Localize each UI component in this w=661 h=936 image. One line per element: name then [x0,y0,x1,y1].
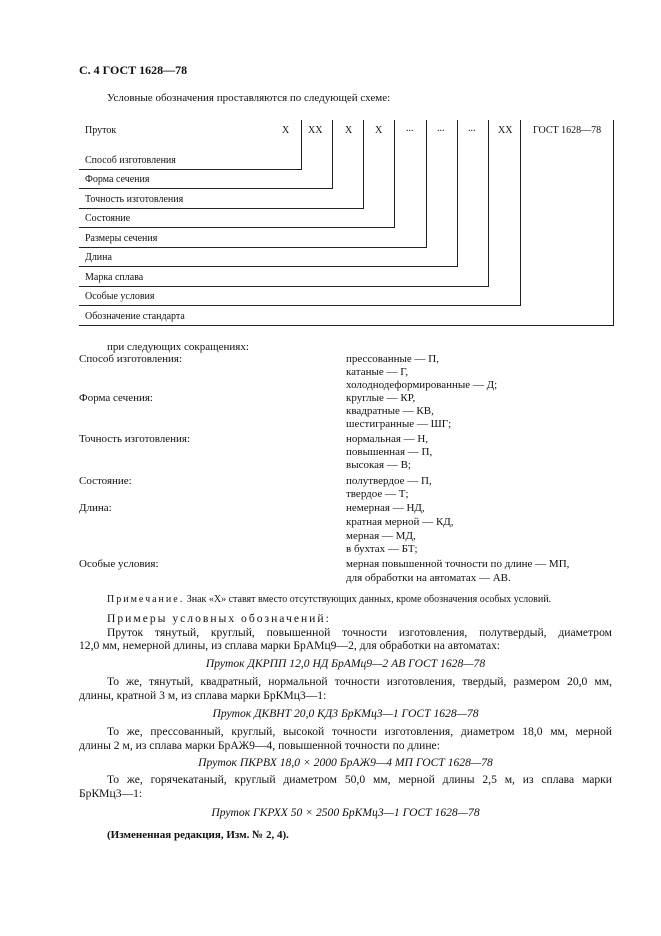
scheme-code-5: ... [406,123,414,134]
abbr-value: для обработки на автоматах — АВ. [346,572,511,584]
scheme-hline [79,305,521,306]
scheme-hline [79,188,333,189]
abbr-value: круглые — КР, [346,392,416,404]
example-text-line: БрКМц3—1: [79,787,143,800]
abbr-value: немерная — НД, [346,502,425,514]
scheme-code-1: Х [282,125,290,136]
scheme-code-8: ХХ [498,125,513,136]
scheme-vline [426,120,427,248]
scheme-hline [79,169,302,170]
example-code: Пруток ГКРХХ 50 × 2500 БрКМц3—1 ГОСТ 1628—78 [211,806,480,819]
scheme-hline [79,227,395,228]
abbr-value: в бухтах — БТ; [346,543,418,555]
scheme-row-3: Точность изготовления [85,194,184,205]
scheme-hline [79,247,427,248]
abbr-value: повышенная — П, [346,446,433,458]
example-code: Пруток ДКРПП 12,0 НД БрАМц9—2 АВ ГОСТ 1628—78 [205,657,486,670]
scheme-vline [394,120,395,228]
scheme-code-7: ... [468,123,476,134]
scheme-row-5: Размеры сечения [85,233,158,244]
abbr-value: холоднодеформированные — Д; [346,379,498,391]
abbr-value: мерная — МД, [346,530,416,542]
abbr-intro: при следующих сокращениях: [107,341,249,353]
abbr-value: шестигранные — ШГ; [346,418,452,430]
scheme-code-2: ХХ [308,125,323,136]
example-text-line: То же, горячекатаный, круглый диаметром 50,0 мм, мерной длины 2,5 м, из сплава марки [107,773,612,786]
scheme-row-4: Состояние [85,213,131,224]
intro-text: Условные обозначения проставляются по следующей схеме: [107,92,391,104]
abbr-value: квадратные — КВ, [346,405,434,417]
example-text-line: То же, тянутый, квадратный, нормальной точности изготовления, твердый, размером 20,0 мм, [107,675,612,688]
example-text-line: То же, прессованный, круглый, высокой точности изготовления, диаметром 18,0 мм, мерной [107,725,612,738]
scheme-row-6: Длина [85,252,112,263]
scheme-vline [457,120,458,267]
revision-note: (Измененная редакция, Изм. № 2, 4). [107,829,289,841]
abbr-value: полутвердое — П, [346,475,432,487]
note-label: Примечание. [107,594,185,605]
example-text-line: Пруток тянутый, круглый, повышенной точности изготовления, полутвердый, диаметром [107,626,612,639]
scheme-vline [520,120,521,306]
abbr-value: катаные — Г, [346,366,409,378]
example-code: Пруток ПКРВХ 18,0 × 2000 БрАЖ9—4 МП ГОСТ 1628—78 [198,756,493,769]
scheme-hline [79,208,364,209]
page-header: С. 4 ГОСТ 1628—78 [79,63,188,77]
abbr-label: Форма сечения: [79,392,153,404]
abbr-label: Способ изготовления: [79,353,183,365]
abbr-label: Точность изготовления: [79,433,191,445]
abbr-value: высокая — В; [346,459,411,471]
scheme-hline [79,266,458,267]
scheme-vline [301,120,302,170]
scheme-row-1: Способ изготовления [85,155,176,166]
scheme-row-9: Обозначение стандарта [85,311,185,322]
example-text-line: длины 2 м, из сплава марки БрАЖ9—4, повышенной точности по длине: [79,739,440,752]
abbr-value: твердое — Т; [346,488,409,500]
scheme-row-7: Марка сплава [85,272,144,283]
scheme-head-label: Пруток [85,125,117,136]
abbr-label: Состояние: [79,475,132,487]
abbr-value: прессованные — П, [346,353,439,365]
scheme-vline [488,120,489,287]
example-code: Пруток ДКВНТ 20,0 КД3 БрКМц3—1 ГОСТ 1628—78 [212,707,479,720]
scheme-standard: ГОСТ 1628—78 [533,125,602,136]
scheme-hline [79,286,489,287]
scheme-row-8: Особые условия [85,291,155,302]
abbr-value: нормальная — Н, [346,433,429,445]
examples-title: Примеры условных обозначений: [107,612,331,625]
scheme-hline [79,325,614,326]
scheme-vline [363,120,364,209]
abbr-label: Длина: [79,502,112,514]
example-text-line: 12,0 мм, немерной длины, из сплава марки БрАМц9—2, для обработки на автоматах: [79,639,501,652]
scheme-vline [613,120,614,326]
example-text-line: длины, кратной 3 м, из сплава марки БрКМц3—1: [79,689,327,702]
abbr-value: кратная мерной — КД, [346,516,454,528]
scheme-code-4: Х [375,125,383,136]
abbr-label: Особые условия: [79,558,159,570]
note-text: Знак «Х» ставят вместо отсутствующих данных, кроме обозначения особых условий. [186,594,552,605]
scheme-row-2: Форма сечения [85,174,150,185]
note [107,594,551,605]
scheme-code-6: ... [437,123,445,134]
scheme-vline [332,120,333,189]
scheme-code-3: Х [345,125,353,136]
abbr-value: мерная повышенной точности по длине — МП, [346,558,570,570]
